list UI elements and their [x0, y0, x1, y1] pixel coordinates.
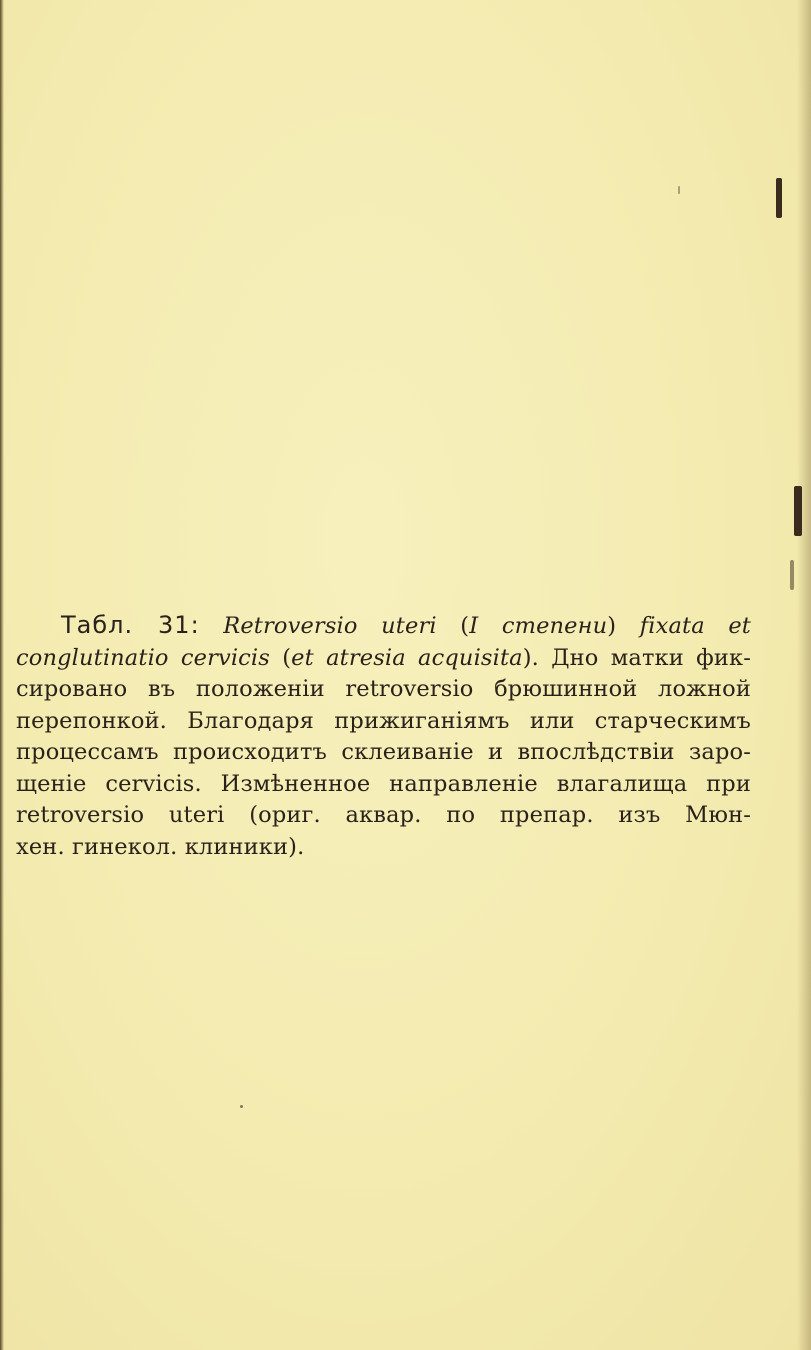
caption-line-5: процессамъ происходитъ склеиваніе и впослѣдствіи заро- — [16, 739, 751, 765]
caption-text: ) — [607, 613, 640, 639]
figure-caption — [16, 610, 751, 863]
ink-speck — [240, 1105, 243, 1108]
latin-term: fixata et — [639, 613, 751, 639]
caption-line-2 — [16, 643, 751, 675]
caption-line-8: хен. гинекол. клиники). — [16, 833, 305, 860]
caption-text: ( — [436, 613, 470, 639]
ink-mark-top — [776, 178, 782, 218]
degree-term: I степени — [469, 613, 608, 639]
ink-mark-middle — [794, 486, 802, 536]
caption-line-1 — [16, 610, 751, 643]
page-right-edge — [797, 0, 811, 1350]
ink-mark-bottom — [790, 560, 794, 590]
caption-line-3: сировано въ положеніи retroversio брюшинной ложной — [16, 676, 751, 702]
table-label: Табл. 31: — [61, 611, 200, 639]
latin-term: Retroversio uteri — [223, 613, 437, 639]
caption-line-4: перепонкой. Благодаря прижиганіямъ или старческимъ — [16, 707, 751, 734]
latin-term: conglutinatio cervicis — [16, 644, 270, 671]
caption-line-6: щеніе cervicis. Измѣненное направленіе влагалища при — [16, 770, 751, 797]
caption-line-7: retroversio uteri (ориг. аквар. по препар. изъ Мюн- — [16, 802, 751, 828]
latin-term: et atresia acquisita — [291, 644, 523, 671]
caption-text: ( — [269, 644, 292, 671]
page-left-edge — [0, 0, 4, 1350]
ink-speck-2 — [678, 186, 680, 194]
caption-text: ). Дно матки фик- — [522, 644, 752, 671]
